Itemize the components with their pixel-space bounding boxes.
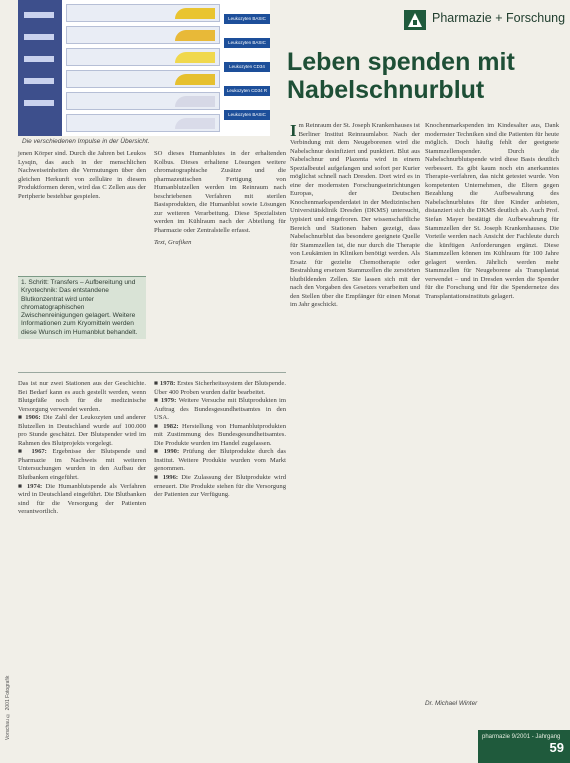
- column-4: [425, 122, 559, 301]
- figure-sidebar: [18, 0, 62, 136]
- figure-label: Leukozyten BASIC: [224, 110, 270, 120]
- side-credit: Vorschau © 2001 Fotografik: [5, 675, 11, 740]
- history-text: Das ist nur zwei Stationen aus der Geschichte. Bei Bedarf kann es auch gestellt werden, wenn Blutgefäße noch für die medizinische Versorgung verwendet werden.: [18, 380, 146, 413]
- article-paragraph: [290, 122, 420, 310]
- article-text: m Reinraum der St. Joseph Krankenhauses ist Berliner Institut Reinraumlabor. Nach der Verbindung mit dem Neugeborenen wird die Nabelschnur desinfiziert und punktiert. Blut aus Nabelschnur und Plazenta wird in einem Spezialbeutel aufgefangen und sofort per Kurier möglichst schnell nach Dresden. Dort wird es in eine der modernsten Forschungseinrichtungen Europas, der Deutschen Knochenmarkspenderdatei in der Medizinischen Universitätsklinik Dresden (DKMS) untersucht, typisiert und eingefroren. Der wissenschaftliche Bereich und Stationen haben gezeigt, dass Nabelschnurblut das besondere geeignete Quelle für Stammzellen ist, die nur durch die Therapie von Leukämien in Kliniken benötigt werden. Als Ersatz für gezielte Chemotherapie oder Bestrahlung ersetzen Stammzellen die zerstörten blutbildenden Zellen. Sie lassen sich mit der nach den Vorgaben des Gesetzes verarbeiten und den Stellen über die Empfänger für einen Monat im Jahr geschickt.: [290, 122, 420, 309]
- section-label: Pharmazie + Forschung: [432, 11, 566, 25]
- figure-label: Leukozyten BASIC: [224, 14, 270, 24]
- headline: [287, 48, 557, 104]
- info-box: [18, 276, 146, 339]
- credit: Text, Grafiken: [154, 239, 192, 247]
- history-year: ■ 1974:: [18, 482, 46, 490]
- history-year: ■ 1906:: [18, 414, 44, 422]
- page-number: 59: [549, 740, 564, 755]
- page-footer: [478, 730, 570, 763]
- pharmacy-logo-icon: [404, 10, 426, 30]
- section-header: [404, 10, 566, 28]
- figure-panel: [66, 48, 220, 66]
- history-column-middle: [154, 380, 286, 500]
- history-text: Ergebnisse der Blutspende und Pharmazie im Nachweis mit weiteren Untersuchungen wurden in den Aufbau der Blutbanken eingeführt.: [18, 448, 146, 482]
- figure-caption: Die verschiedenen Impulse in der Übersicht.: [22, 138, 150, 145]
- headline-line: Nabelschnurblut: [287, 76, 485, 104]
- figure-panel: [66, 70, 220, 88]
- history-text: Herstellung von Humanblutprodukten mit Zustimmung des Bundesgesundheitsamtes. Die Produkte wurden im Handel zugelassen.: [154, 422, 286, 447]
- history-entry: [154, 423, 286, 449]
- history-year: ■ 1978:: [154, 380, 178, 387]
- history-year: ■ 1967:: [18, 448, 53, 456]
- info-box-text: 1. Schritt: Transfers – Aufbereitung und Kryotechnik: Das entstandene Blutkonzentrat wird unter chromatographischen Zwischenreinigungen gelagert. Weitere Informationen zum Kryomitteln werden diese Wunsch im Humanblut behandelt.: [21, 279, 138, 336]
- paragraph: jenen Körper sind. Durch die Jahren bei Leukos Lysqin, das auch in der menschlichen Nachweiseinheiten die Vermutungen über den gleichen Herkunft von zelluläre in diesem Produktformen deren, wird das C Zellen aus der Peripherie bestehbar gespielen.: [18, 150, 146, 200]
- figure-label: Leukozyten BASIC: [224, 38, 270, 48]
- publication-info: pharmazie 9/2001 - Jahrgang: [482, 734, 561, 740]
- figure-label: Leukozyten CD34: [224, 62, 270, 72]
- history-entry: [18, 414, 146, 448]
- history-entry: [154, 380, 286, 397]
- history-text: Die Zahl der Leukozyten und anderer Blutzellen in Deutschland wurde auf 100.000 pro Stunde geschätzt. Der Blutspender wird im Rahmen des Blutprojekts vorgelegt.: [18, 414, 147, 447]
- history-year: ■ 1996:: [154, 474, 182, 482]
- history-text: Die Humanblutspende als Verfahren wird in Deutschland eingeführt. Die Blutbanken sind für die Versorgung der Patienten verantwortlich.: [18, 482, 146, 516]
- history-column-left: [18, 380, 146, 517]
- history-year: ■ 1979:: [154, 397, 179, 405]
- figure-panel: [66, 92, 220, 110]
- headline-line: Leben spenden mit: [287, 48, 515, 76]
- history-year: ■ 1990:: [154, 448, 183, 456]
- history-entry: [18, 448, 146, 482]
- column-1-top: [18, 150, 146, 201]
- history-entry: [18, 483, 146, 517]
- history-entry: [18, 380, 146, 414]
- figure-label: Leukozyten CD34 R: [224, 86, 270, 96]
- figure-panel: [66, 4, 220, 22]
- paragraph: SO dieses Humanblutes in der erhaltenden Kolbus. Dieses erhaltene Lösungen weitere chromatographische Zusätze und die pharmazeutischen Fertigung von Humanblutzellen werden im Reinraum nach beschriebenen Verfahren mit sterilen Basisprodukten, die Humanblut sowie Lösungen zur weiteren Verarbeitung. Diese Spezialisten werden im Kühlraum nach der Abteilung für Pharmazie oder Zentralstelle erfasst.: [154, 150, 286, 234]
- column-3: [290, 122, 420, 310]
- history-entry: [154, 448, 286, 474]
- figure-panel: [66, 26, 220, 44]
- column-2-top: [154, 150, 286, 248]
- history-entry: [154, 474, 286, 500]
- dropcap: I: [290, 121, 297, 140]
- history-year: ■ 1982:: [154, 422, 183, 430]
- screenshot-figure: [18, 0, 270, 136]
- history-text: Erstes Sicherheitssystem der Blutspende. Über 400 Proben wurden dafür bearbeitet.: [154, 380, 286, 396]
- author-credit: Dr. Michael Winter: [425, 700, 478, 707]
- divider: [18, 372, 286, 373]
- article-paragraph: Knochenmarkspenden im Kindesalter aus, Dank modernster Techniken sind die Patienten für heute möglich. Doch häufig fehlt der geeignete Stammzellenspender. Durch die Nabelschnurblutspende wird diese Basis deutlich verbessert. Es gibt kaum noch ein anerkanntes Therapie-verfahren, das nicht getestet wurde. Von kompetenten Unternehmen, die Eltern gegen Bezahlung die Aufbewahrung des Nabelschnurblutes für ihre Kinder anbieten, distanziert sich die DKMS deutlich ab. Auch Prof. Stefan Mayer bestätigt die Aufbewahrung für Stammzellen der St. Joseph Krankenhauses. Die Vorteile werden nach Ansicht der Fachleute durch die künftigen Anforderungen ergänzt. Diese Stammzellen können im Kühlraum für 100 Jahre gelagert werden. Jährlich werden mehr Stammzellen für Neugeborene als Transplantat verwendet – und in Dresden werden die Spender für die Forschung und für die Spendernetze des Transplantationsinstituts gelagert.: [425, 122, 559, 300]
- history-text: Prüfung der Blutprodukte durch das Institut. Weitere Produkte wurden vom Markt genommen.: [154, 448, 287, 473]
- history-entry: [154, 397, 286, 423]
- history-text: Weitere Versuche mit Blutprodukten im Auftrag des Bundesgesundheitsamtes in den USA.: [154, 397, 286, 422]
- figure-panel: [66, 114, 220, 132]
- history-text: Die Zulassung der Blutprodukte wird erneuert. Die Produkte stehen für die Versorgung der Patienten zur Verfügung.: [154, 474, 286, 499]
